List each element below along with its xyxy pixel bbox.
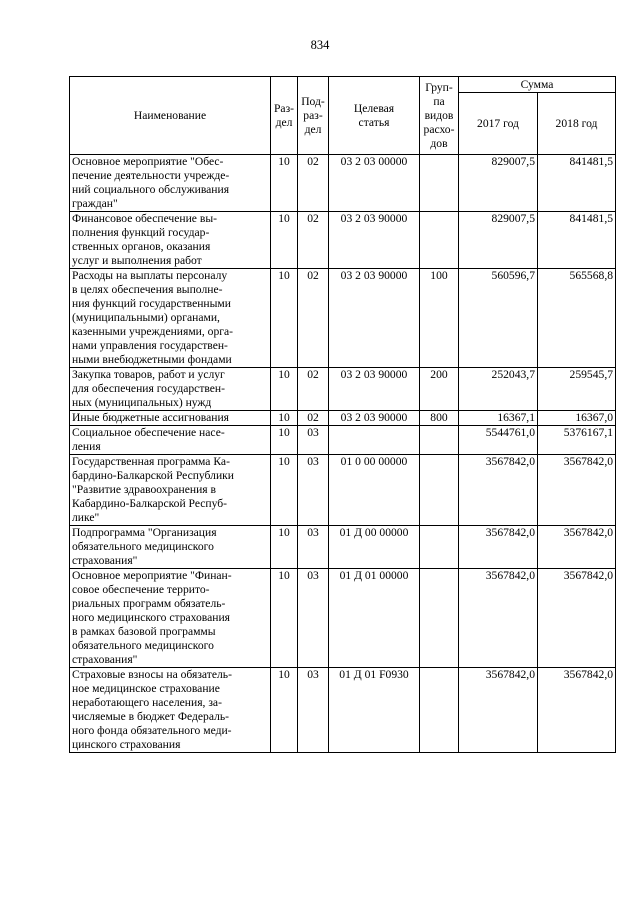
row-name: Иные бюджетные ассигнования bbox=[70, 411, 271, 426]
row-sum-2017: 5544761,0 bbox=[459, 426, 538, 455]
row-sum-2017: 560596,7 bbox=[459, 269, 538, 368]
row-sum-2017: 3567842,0 bbox=[459, 455, 538, 526]
row-target-article: 03 2 03 90000 bbox=[329, 368, 420, 411]
table-row bbox=[70, 668, 616, 753]
row-name: Основное мероприятие "Обес- печение деятельности учрежде- ний социального обслуживания граждан" bbox=[70, 155, 271, 212]
row-expense-group bbox=[420, 526, 459, 569]
row-expense-group bbox=[420, 455, 459, 526]
row-target-article: 03 2 03 90000 bbox=[329, 212, 420, 269]
row-expense-group bbox=[420, 212, 459, 269]
row-expense-group bbox=[420, 668, 459, 753]
row-section: 10 bbox=[271, 455, 298, 526]
row-section: 10 bbox=[271, 569, 298, 668]
row-sum-2017: 252043,7 bbox=[459, 368, 538, 411]
row-subsection: 03 bbox=[298, 426, 329, 455]
row-name: Страховые взносы на обязатель- ное медицинское страхование неработающего населения, за- числяемые в бюджет Федераль- ного фонда обязательного меди- цинского страхования bbox=[70, 668, 271, 753]
row-expense-group bbox=[420, 155, 459, 212]
header-year-2018: 2018 год bbox=[538, 93, 616, 155]
row-subsection: 03 bbox=[298, 668, 329, 753]
row-target-article: 01 Д 00 00000 bbox=[329, 526, 420, 569]
row-expense-group: 800 bbox=[420, 411, 459, 426]
row-sum-2018: 5376167,1 bbox=[538, 426, 616, 455]
row-target-article: 03 2 03 90000 bbox=[329, 269, 420, 368]
row-sum-2018: 841481,5 bbox=[538, 155, 616, 212]
row-sum-2018: 841481,5 bbox=[538, 212, 616, 269]
row-sum-2018: 3567842,0 bbox=[538, 526, 616, 569]
row-sum-2018: 565568,8 bbox=[538, 269, 616, 368]
row-sum-2018: 3567842,0 bbox=[538, 455, 616, 526]
table-row bbox=[70, 569, 616, 668]
row-sum-2017: 3567842,0 bbox=[459, 668, 538, 753]
row-section: 10 bbox=[271, 411, 298, 426]
row-expense-group: 100 bbox=[420, 269, 459, 368]
row-target-article: 01 Д 01 00000 bbox=[329, 569, 420, 668]
table-row bbox=[70, 426, 616, 455]
row-target-article: 03 2 03 00000 bbox=[329, 155, 420, 212]
table-row bbox=[70, 411, 616, 426]
row-section: 10 bbox=[271, 155, 298, 212]
row-name: Основное мероприятие "Финан- совое обеспечение террито- риальных программ обязатель- ного медицинского страхования в рамках базовой программы обязательного медицинского страхования" bbox=[70, 569, 271, 668]
page-number: 834 bbox=[310, 38, 330, 52]
row-subsection: 02 bbox=[298, 368, 329, 411]
header-year-2017: 2017 год bbox=[459, 93, 538, 155]
row-name: Закупка товаров, работ и услуг для обеспечения государствен- ных (муниципальных) нужд bbox=[70, 368, 271, 411]
header-name: Наименование bbox=[70, 77, 271, 155]
row-name: Подпрограмма "Организация обязательного медицинского страхования" bbox=[70, 526, 271, 569]
header-expense-group: Груп- па видов расхо- дов bbox=[420, 77, 459, 155]
row-section: 10 bbox=[271, 212, 298, 269]
row-sum-2018: 3567842,0 bbox=[538, 668, 616, 753]
table-row bbox=[70, 155, 616, 212]
row-sum-2017: 829007,5 bbox=[459, 155, 538, 212]
table-row bbox=[70, 368, 616, 411]
row-expense-group bbox=[420, 569, 459, 668]
row-target-article: 01 0 00 00000 bbox=[329, 455, 420, 526]
row-sum-2018: 16367,0 bbox=[538, 411, 616, 426]
row-name: Государственная программа Ка- бардино-Балкарской Республики "Развитие здравоохранения в Кабардино-Балкарской Респуб- лике" bbox=[70, 455, 271, 526]
row-target-article bbox=[329, 426, 420, 455]
table-row bbox=[70, 269, 616, 368]
row-expense-group bbox=[420, 426, 459, 455]
row-sum-2017: 3567842,0 bbox=[459, 526, 538, 569]
table-row bbox=[70, 212, 616, 269]
row-target-article: 01 Д 01 F0930 bbox=[329, 668, 420, 753]
row-name: Финансовое обеспечение вы- полнения функций государ- ственных органов, оказания услуг и выполнения работ bbox=[70, 212, 271, 269]
row-target-article: 03 2 03 90000 bbox=[329, 411, 420, 426]
row-sum-2018: 259545,7 bbox=[538, 368, 616, 411]
row-section: 10 bbox=[271, 269, 298, 368]
row-section: 10 bbox=[271, 526, 298, 569]
row-subsection: 03 bbox=[298, 526, 329, 569]
row-sum-2017: 16367,1 bbox=[459, 411, 538, 426]
budget-table bbox=[69, 76, 616, 753]
row-subsection: 02 bbox=[298, 212, 329, 269]
header-target-article: Целевая статья bbox=[329, 77, 420, 155]
row-sum-2017: 3567842,0 bbox=[459, 569, 538, 668]
row-subsection: 02 bbox=[298, 269, 329, 368]
header-section: Раз- дел bbox=[271, 77, 298, 155]
header-subsection: Под- раз- дел bbox=[298, 77, 329, 155]
row-expense-group: 200 bbox=[420, 368, 459, 411]
row-sum-2018: 3567842,0 bbox=[538, 569, 616, 668]
header-sum: Сумма bbox=[459, 77, 616, 93]
row-name: Расходы на выплаты персоналу в целях обеспечения выполне- ния функций государственными (муниципальными) органами, казенными учреждениями, орга- нами управления государствен- ными внебюджетными фондами bbox=[70, 269, 271, 368]
row-subsection: 03 bbox=[298, 569, 329, 668]
row-subsection: 02 bbox=[298, 155, 329, 212]
row-section: 10 bbox=[271, 668, 298, 753]
table-row bbox=[70, 526, 616, 569]
row-subsection: 03 bbox=[298, 455, 329, 526]
row-subsection: 02 bbox=[298, 411, 329, 426]
row-section: 10 bbox=[271, 426, 298, 455]
row-name: Социальное обеспечение насе- ления bbox=[70, 426, 271, 455]
table-row bbox=[70, 455, 616, 526]
row-sum-2017: 829007,5 bbox=[459, 212, 538, 269]
row-section: 10 bbox=[271, 368, 298, 411]
